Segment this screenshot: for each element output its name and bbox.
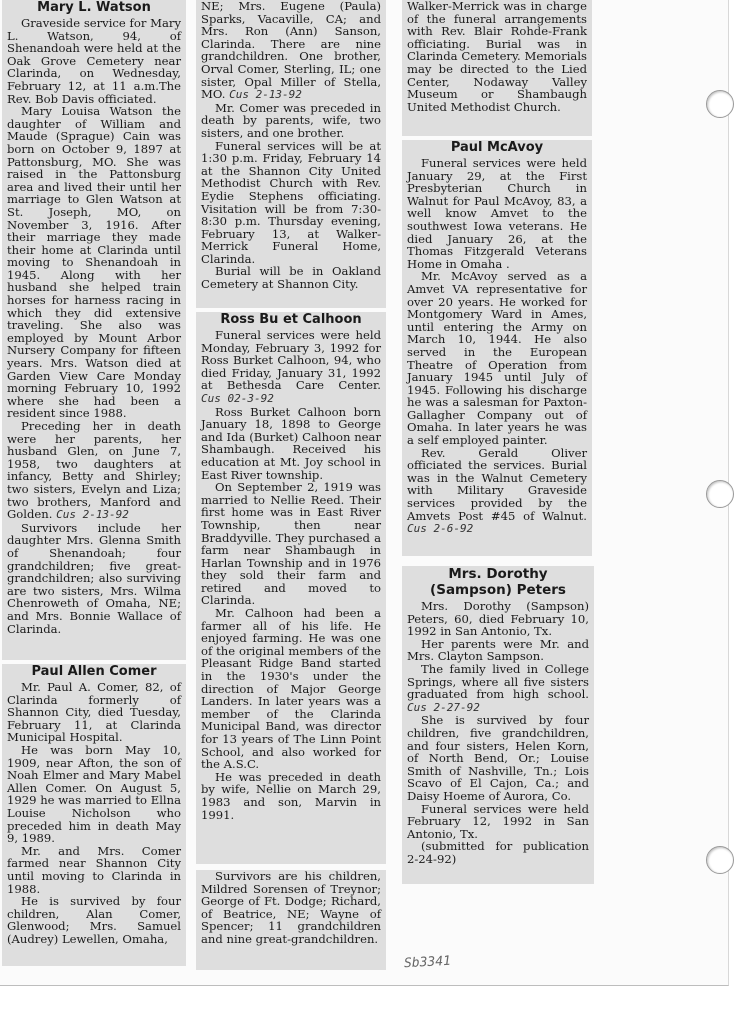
- handwritten-note: Cus 2-13-92: [229, 88, 302, 102]
- paragraph: He was preceded in death by wife, Nellie on March 29, 1983 and son, Marvin in 1991.: [201, 769, 381, 822]
- paragraph: [201, 329, 381, 406]
- paragraph-text: Rev. Gerald Oliver officiated the services. Burial was in the Walnut Cemetery with Military Graveside services provided by the Amvets Post #45 of Walnut.: [407, 445, 587, 523]
- binder-hole: [706, 90, 734, 118]
- paragraph: Mr. Calhoon had been a farmer all of his life. He enjoyed farming. He was one of the original members of the Pleasant Ridge Band started in the 1930's under the direction of Major George Landers. In later years was a member of the Clarinda Municipal Band, was director for 13 years of The Linn Point School, and also worked for the A.S.C.: [201, 606, 381, 772]
- paragraph: Survivors include her daughter Mrs. Glenna Smith of Shenandoah; four grandchildren; five great-grandchildren; also surviving are two sisters, Mrs. Wilma Chenroweth of Omaha, NE; and Mrs. Bonnie Wallace of Clarinda.: [7, 520, 181, 636]
- obituary-paul-comer-continued: [196, 0, 386, 308]
- obituary-dorothy-peters: [402, 566, 594, 884]
- paragraph: [407, 663, 589, 714]
- obituary-ross-calhoon: [196, 312, 386, 864]
- title-line: Mrs. Dorothy: [448, 566, 548, 582]
- paragraph-text: Funeral services were held Monday, February 3, 1992 for Ross Burket Calhoon, 94, who died Friday, January 31, 1992 at Bethesda Care Center.: [201, 328, 381, 393]
- paragraph-text: NE; Mrs. Eugene (Paula) Sparks, Vacaville, CA; and Mrs. Ron (Ann) Sanson, Clarinda. There are nine grandchildren. One brother, Orval Comer, Sterling, IL; one sister, Opal Miller of Stella, MO.: [201, 0, 381, 102]
- paragraph: Mary Louisa Watson the daughter of William and Maude (Sprague) Cain was born on October 9, 1897 at Pattonsburg, MO. She was raised in the Pattonsburg area and lived their until her marriage to Glen Watson at St. Joseph, MO, on November 3, 1916. After their marriage they made their home at Clarinda until moving to Shenandoah in 1945. Along with her husband she helped train horses for harness racing in which they did extensive traveling. She also was employed by Mount Arbor Nursery Company for fifteen years. Mrs. Watson died at Garden View Care Monday morning February 10, 1992 where she had been a resident since 1988.: [7, 104, 181, 421]
- obituary-title: Paul McAvoy: [450, 140, 544, 155]
- obituary-title: Paul Allen Comer: [31, 664, 157, 679]
- obituary-paul-mcavoy: [402, 140, 592, 556]
- paragraph: Walker-Merrick was in charge of the funeral arrangements with Rev. Blair Rohde-Frank officiating. Burial was in Clarinda Cemetery. Memorials may be directed to the Lied Center, Nodaway Valley Museum or Shambaugh United Methodist Church.: [407, 0, 587, 114]
- paragraph: Burial will be in Oakland Cemetery at Shannon City.: [201, 264, 381, 292]
- paragraph: [7, 420, 181, 522]
- paragraph: She is survived by four children, five grandchildren, and four sisters, Helen Korn, of North Bend, Or.; Louise Smith of Nashville, Tn.; Lois Scavo of El Cajon, Ca.; and Daisy Hoeme of Aurora, Co.: [407, 713, 589, 803]
- paragraph: Mr. McAvoy served as a Amvet VA representative for over 20 years. He worked for Montgomery Ward in Ames, until entering the Army on March 10, 1944. He also served in the European Theatre of Operation from January 1945 until July of 1945. Following his discharge he was a salesman for Paxton-Gallagher Company out of Omaha. In later years he was a self employed painter.: [407, 269, 587, 448]
- paragraph: He was born May 10, 1909, near Afton, the son of Noah Elmer and Mary Mabel Allen Comer. On August 5, 1929 he was married to Ellna Louise Nicholson who preceded him in death May 9, 1989.: [7, 742, 181, 846]
- obituary-title: Mary L. Watson: [37, 0, 151, 15]
- obituary-title: [407, 566, 589, 598]
- paragraph: [407, 447, 587, 536]
- paragraph: Survivors are his children, Mildred Sorensen of Treynor; George of Ft. Dodge; Richard, of Beatrice, NE; Wayne of Spencer; 11 grandchildren and nine great-grandchildren.: [201, 870, 381, 946]
- paragraph: Graveside service for Mary L. Watson, 94, of Shenandoah were held at the Oak Grove Cemetery near Clarinda, on Wednesday, February 12, at 11 a.m.The Rev. Bob Davis officiated.: [7, 16, 181, 106]
- paragraph: [201, 0, 381, 102]
- paragraph: Her parents were Mr. and Mrs. Clayton Sampson.: [407, 636, 589, 664]
- paragraph: Mr. and Mrs. Comer farmed near Shannon City until moving to Clarinda in 1988.: [7, 843, 181, 896]
- obituary-ross-calhoon-continued-top: [402, 0, 592, 136]
- obituary-mary-watson: [2, 0, 186, 660]
- paragraph: He is survived by four children, Alan Comer, Glenwood; Mrs. Samuel (Audrey) Lewellen, Omaha,: [7, 894, 181, 946]
- binder-hole: [706, 480, 734, 508]
- paragraph: Funeral services were held January 29, at the First Presbyterian Church in Walnut for Paul McAvoy, 83, a well know Amvet to the southwest Iowa veterans. He died January 26, at the Thomas Fitzgerald Veterans Home in Omaha .: [407, 156, 587, 271]
- obituary-paul-comer: [2, 664, 186, 966]
- paragraph: (submitted for publication 2-24-92): [407, 839, 589, 866]
- paragraph: Funeral services will be at 1:30 p.m. Friday, February 14 at the Shannon City United Methodist Church with Rev. Eydie Stephens officiating. Visitation will be from 7:30-8:30 p.m. Thursday evening, February 13, at Walker-Merrick Funeral Home, Clarinda.: [201, 138, 381, 266]
- paragraph: Mr. Paul A. Comer, 82, of Clarinda formerly of Shannon City, died Tuesday, February 11, at Clarinda Municipal Hospital.: [7, 680, 181, 745]
- paragraph: On September 2, 1919 was married to Nellie Reed. Their first home was in East River Township, then near Braddyville. They purchased a farm near Shambaugh in Harlan Township and in 1976 they sold their farm and retired and moved to Clarinda.: [201, 480, 381, 608]
- paragraph: Mrs. Dorothy (Sampson) Peters, 60, died February 10, 1992 in San Antonio, Tx.: [407, 599, 589, 639]
- archive-stamp: Sb3341: [403, 953, 452, 972]
- paragraph: Mr. Comer was preceded in death by parents, wife, two sisters, and one brother.: [201, 100, 381, 140]
- paragraph-text: The family lived in College Springs, where all five sisters graduated from high school.: [407, 661, 589, 702]
- paragraph: Ross Burket Calhoon born January 18, 1898 to George and Ida (Burket) Calhoon near Shambaugh. Received his education at Mt. Joy school in East River township.: [201, 404, 381, 482]
- obituary-ross-calhoon-continued: [196, 870, 386, 970]
- handwritten-note: Cus 2-27-92: [407, 700, 480, 714]
- binder-hole: [706, 846, 734, 874]
- handwritten-note: Cus 2-6-92: [407, 522, 474, 536]
- title-line: (Sampson) Peters: [430, 582, 566, 598]
- paragraph: Funeral services were held February 12, 1992 in San Antonio, Tx.: [407, 801, 589, 841]
- handwritten-note: Cus 02-3-92: [201, 391, 274, 405]
- obituary-title: Ross Bu et Calhoon: [220, 312, 362, 327]
- paragraph-text: Preceding her in death were her parents, her husband Glen, on June 7, 1958, two daughters at infancy, Betty and Shirley; two sisters, Evelyn and Liza; two brothers, Manford and Golden.: [7, 419, 181, 522]
- handwritten-note: Cus 2-13-92: [56, 508, 129, 522]
